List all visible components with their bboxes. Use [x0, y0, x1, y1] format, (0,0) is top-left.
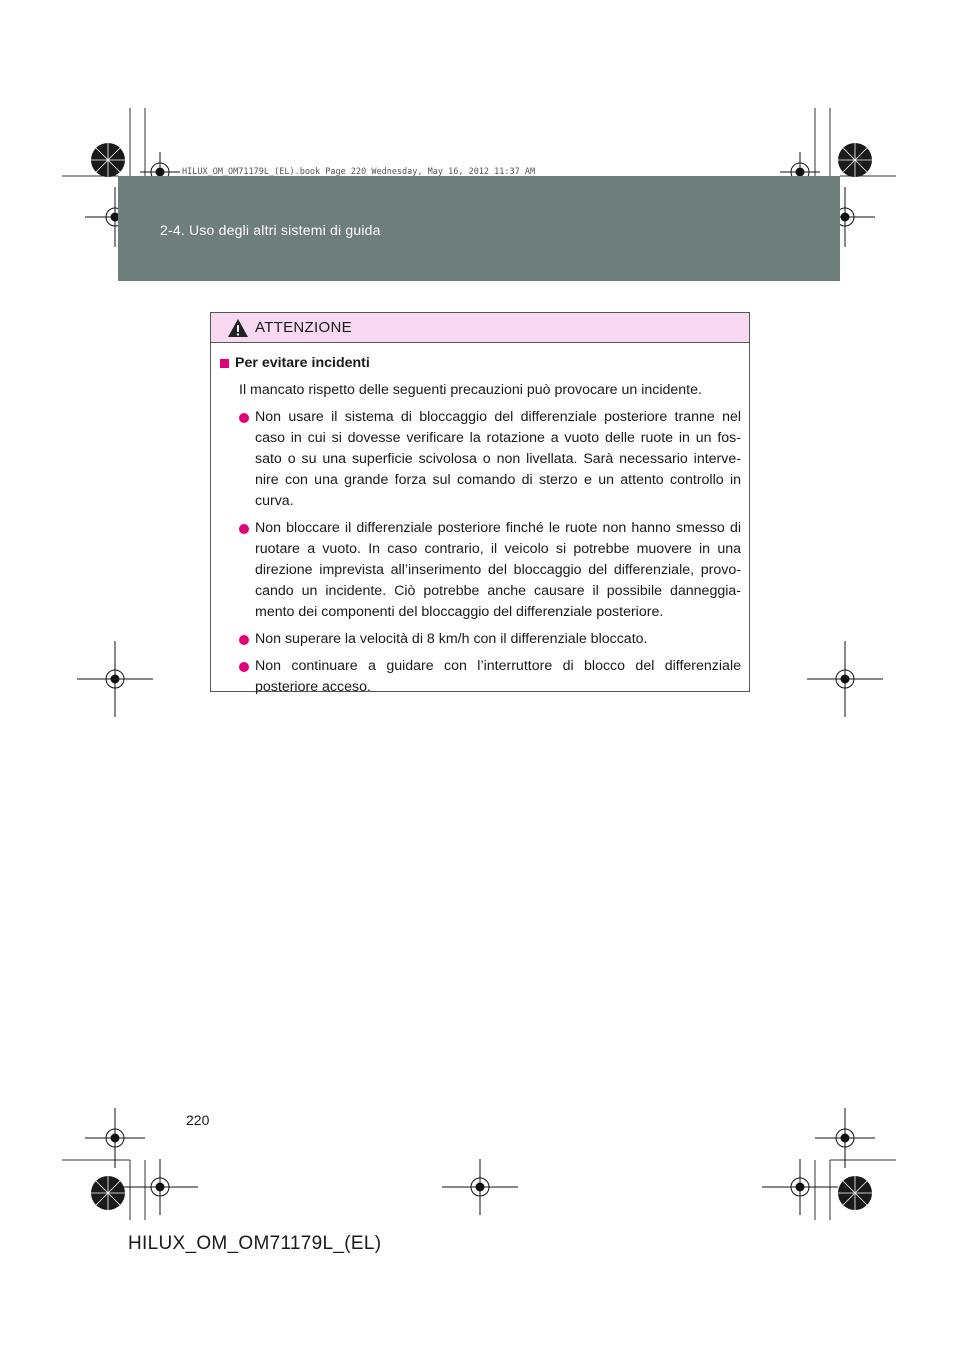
list-item-text: Non usare il sistema di bloccaggio del differenziale posteriore tranne nel caso in cui si dovesse verificare la rotazione a vuoto delle ruote in un fos-sato o su una superficie scivolosa o non livellata. Sarà necessario interve-nire con una grande forza sul comando di sterzo e un attento controllo in curva.	[255, 409, 741, 509]
list-item	[219, 518, 741, 623]
print-slug: HILUX_OM_OM71179L_(EL).book Page 220 Wednesday, May 16, 2012 11:37 AM	[182, 167, 536, 177]
list-item	[219, 407, 741, 512]
list-item-text: Non superare la velocità di 8 km/h con il differenziale bloccato.	[255, 631, 648, 647]
round-bullet-icon	[239, 635, 249, 645]
warning-body	[211, 343, 749, 698]
section-title: 2-4. Uso degli altri sistemi di guida	[160, 222, 381, 238]
warning-title: ATTENZIONE	[255, 319, 352, 336]
warning-triangle-icon	[227, 318, 249, 338]
page-number: 220	[186, 1112, 210, 1128]
warning-intro: Il mancato rispetto delle seguenti precauzioni può provocare un incidente.	[239, 382, 702, 398]
warning-topic	[219, 353, 741, 374]
round-bullet-icon	[239, 524, 249, 534]
warning-header	[211, 313, 749, 343]
document-code: HILUX_OM_OM71179L_(EL)	[128, 1233, 382, 1254]
warning-box	[210, 312, 750, 695]
warning-topic-text: Per evitare incidenti	[235, 355, 370, 371]
round-bullet-icon	[239, 662, 249, 672]
list-item	[219, 629, 741, 650]
square-bullet-icon	[220, 359, 229, 368]
list-item-text: Non bloccare il differenziale posteriore finché le ruote non hanno smesso di ruotare a vuoto. In caso contrario, il veicolo si potrebbe muovere in una direzione imprevista all’inserimento del bloccaggio del differenziale, provo-cando un incidente. Ciò potrebbe anche causare il possibile danneggia-mento dei componenti del bloccaggio del differenziale posteriore.	[255, 520, 741, 620]
list-item	[219, 656, 741, 698]
round-bullet-icon	[239, 413, 249, 423]
list-item-text: Non continuare a guidare con l’interruttore di blocco del differenziale posteriore acceso.	[255, 658, 741, 695]
